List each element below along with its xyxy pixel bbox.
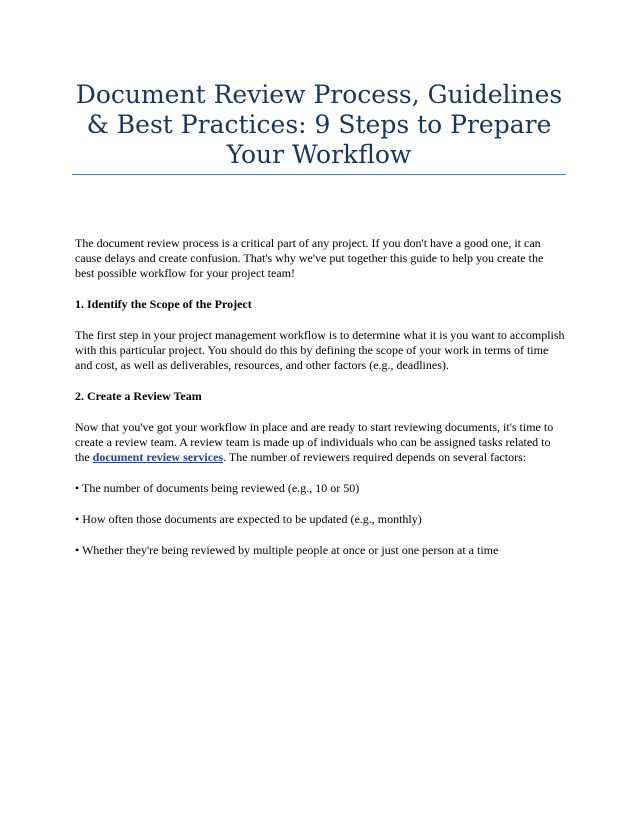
section-2-text-after-link: . The number of reviewers required depends on several factors: xyxy=(223,450,527,464)
section-1-paragraph: The first step in your project management workflow is to determine what it is you want to accomplish with this particular project. You should do this by defining the scope of your work in terms of time and cost, as well as deliverables, resources, and other factors (e.g., deadlines). xyxy=(75,328,565,372)
bullet-item: • How often those documents are expected to be updated (e.g., monthly) xyxy=(75,512,422,526)
document-review-services-link[interactable]: document review services xyxy=(92,450,224,464)
intro-paragraph: The document review process is a critical part of any project. If you don't have a good one, it can cause delays and create confusion. That's why we've put together this guide to help you create the best possible workflow for your project team! xyxy=(75,236,544,280)
bullet-item: • Whether they're being reviewed by multiple people at once or just one person at a time xyxy=(75,543,499,557)
page-title: Document Review Process, Guidelines & Best Practices: 9 Steps to Prepare Your Workflow xyxy=(75,80,563,169)
bullet-item: • The number of documents being reviewed (e.g., 10 or 50) xyxy=(75,481,360,495)
title-divider xyxy=(72,174,566,175)
section-2-paragraph xyxy=(75,420,565,465)
section-2-text-before-link: Now that you've got your workflow in place and are ready to start reviewing documents, it's time to create a review team. A review team is made up of individuals who can be assigned tasks related to the xyxy=(75,420,554,464)
section-1-heading: 1. Identify the Scope of the Project xyxy=(75,297,252,311)
article-body xyxy=(75,236,565,574)
section-2-heading: 2. Create a Review Team xyxy=(75,389,202,403)
